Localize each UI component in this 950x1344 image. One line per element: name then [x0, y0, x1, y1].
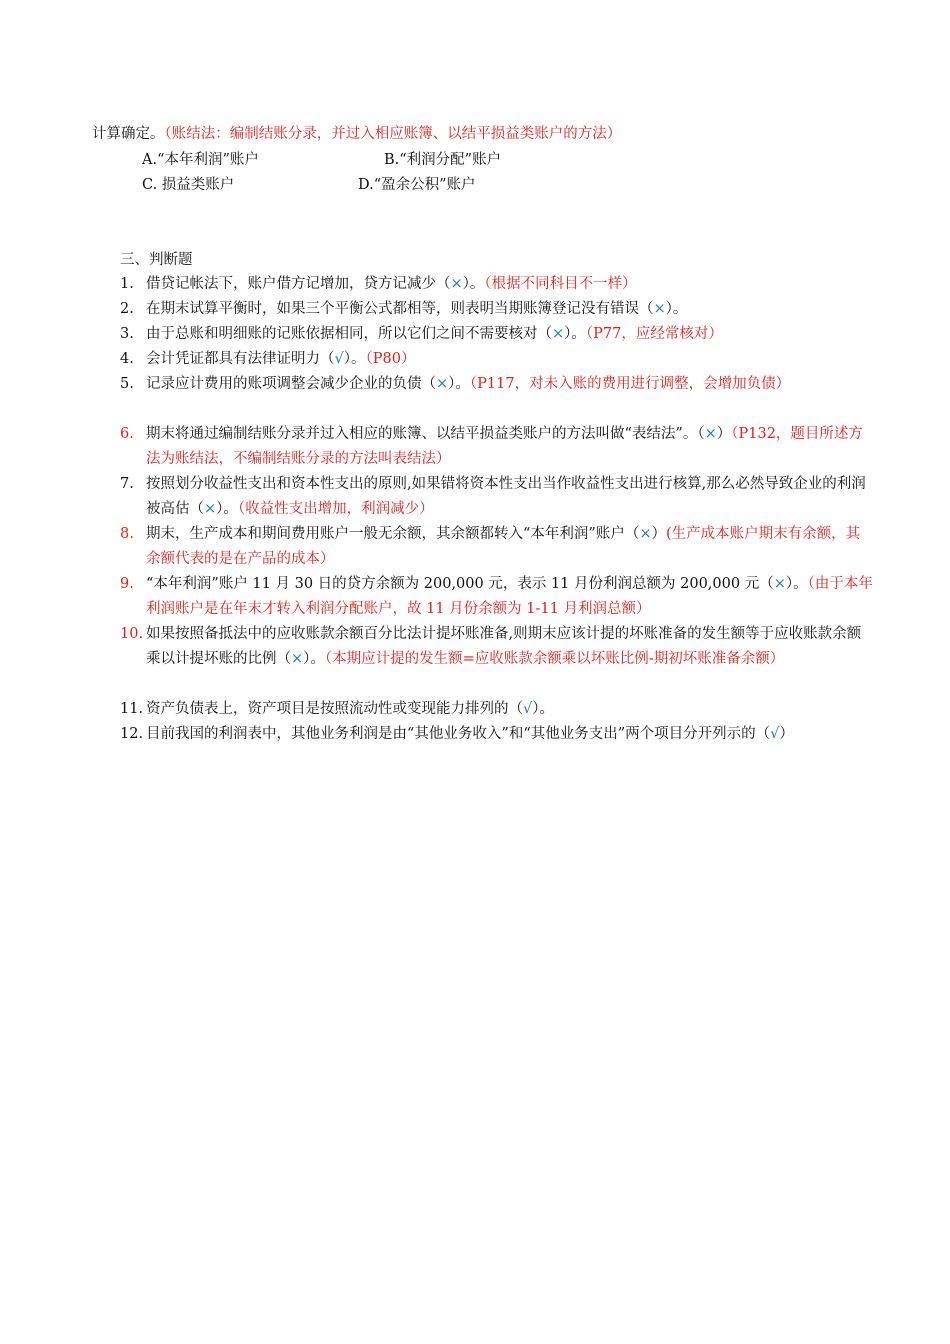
lead-note: （账结法：编制结账分录，并过入相应账簿、以结平损益类账户的方法） — [164, 126, 622, 142]
option-c: C. 损益类账户 — [142, 177, 235, 193]
question-note: （由于本年利润账户是在年末才转入利润分配账户，故 11 月份余额为 1-11 月利润总额） — [146, 576, 873, 617]
answer-mark: × — [653, 301, 666, 317]
question-note: （P80） — [365, 351, 416, 367]
section-title: 三、判断题 — [120, 252, 193, 268]
answer-mark: × — [704, 426, 717, 442]
lead-line — [92, 124, 621, 144]
option-a: A.“本年利润”账户 — [142, 152, 259, 168]
answer-mark: × — [450, 276, 463, 292]
question-note: （P132，题目所述方法为账结法，不编制结账分录的方法叫表结法） — [146, 426, 863, 467]
question-note: （根据不同科目不一样） — [484, 276, 637, 292]
question-number: 7. — [120, 476, 134, 492]
answer-mark: × — [773, 576, 786, 592]
question-text: “本年利润”账户 11 月 30 日的贷方余额为 200,000 元，表示 11 月份利润总额为 200,000 元（×）。（由于本年利润账户是在年末才转入利润分配账户，故 11 月份余额为 1-11 月利润总额） — [146, 576, 873, 617]
answer-mark: × — [291, 651, 304, 667]
question-text: 在期末试算平衡时，如果三个平衡公式都相等，则表明当期账簿登记没有错误（×）。 — [146, 301, 688, 317]
question-text: 期末将通过编制结账分录并过入相应的账簿、以结平损益类账户的方法叫做“表结法”。（×）（P132，题目所述方法为账结法，不编制结账分录的方法叫表结法） — [146, 426, 863, 467]
answer-mark: √ — [334, 351, 344, 367]
question-text: 期末，生产成本和期间费用账户一般无余额，其余额都转入“本年利润”账户（×）(生产成本账户期末有余额，其余额代表的是在产品的成本） — [146, 526, 861, 567]
question-number: 9. — [120, 576, 134, 592]
question-note: （本期应计提的发生额=应收账款余额乘以坏账比例-期初坏账准备余额） — [324, 651, 785, 667]
question-text: 会计凭证都具有法律证明力（√）。（P80） — [146, 351, 416, 367]
question-number: 8. — [120, 526, 134, 542]
option-d: D.“盈余公积”账户 — [358, 177, 476, 193]
question-number: 1. — [120, 276, 134, 292]
lead-text: 计算确定。 — [92, 126, 165, 142]
question-number: 11. — [120, 701, 144, 717]
question-text: 记录应计费用的账项调整会减少企业的负债（×）。（P117，对未入账的费用进行调整，会增加负债） — [146, 376, 791, 392]
question-note: (生产成本账户期末有余额，其余额代表的是在产品的成本） — [146, 526, 861, 567]
answer-mark: √ — [523, 701, 533, 717]
question-text: 目前我国的利润表中，其他业务利润是由“其他业务收入”和“其他业务支出”两个项目分开列示的（√） — [146, 726, 794, 742]
answer-mark: × — [204, 501, 217, 517]
question-text: 资产负债表上，资产项目是按照流动性或变现能力排列的（√）。 — [146, 701, 554, 717]
question-text: 由于总账和明细账的记账依据相同，所以它们之间不需要核对（×）。（P77，应经常核对） — [146, 326, 723, 342]
question-text: 借贷记帐法下，账户借方记增加，贷方记减少（×）。（根据不同科目不一样） — [146, 276, 637, 292]
question-number: 4. — [120, 351, 134, 367]
question-number: 10. — [120, 626, 144, 642]
answer-mark: √ — [770, 726, 780, 742]
question-number: 12. — [120, 726, 144, 742]
question-number: 6. — [120, 426, 134, 442]
answer-mark: × — [436, 376, 449, 392]
question-note: （收益性支出增加，利润减少） — [237, 501, 434, 517]
question-text: 按照划分收益性支出和资本性支出的原则,如果错将资本性支出当作收益性支出进行核算,那么必然导致企业的利润被高估（×）。（收益性支出增加，利润减少） — [146, 476, 866, 517]
answer-mark: × — [639, 526, 652, 542]
question-text: 如果按照备抵法中的应收账款余额百分比法计提坏账准备,则期末应该计提的坏账准备的发生额等于应收账款余额乘以计提坏账的比例（×）。（本期应计提的发生额=应收账款余额乘以坏账比例-期初坏账准备余额） — [146, 626, 862, 667]
question-number: 5. — [120, 376, 134, 392]
option-b: B.“利润分配”账户 — [384, 152, 502, 168]
question-note: （P117，对未入账的费用进行调整，会增加负债） — [469, 376, 791, 392]
answer-mark: × — [552, 326, 565, 342]
question-number: 3. — [120, 326, 134, 342]
question-note: （P77，应经常核对） — [585, 326, 723, 342]
question-number: 2. — [120, 301, 134, 317]
